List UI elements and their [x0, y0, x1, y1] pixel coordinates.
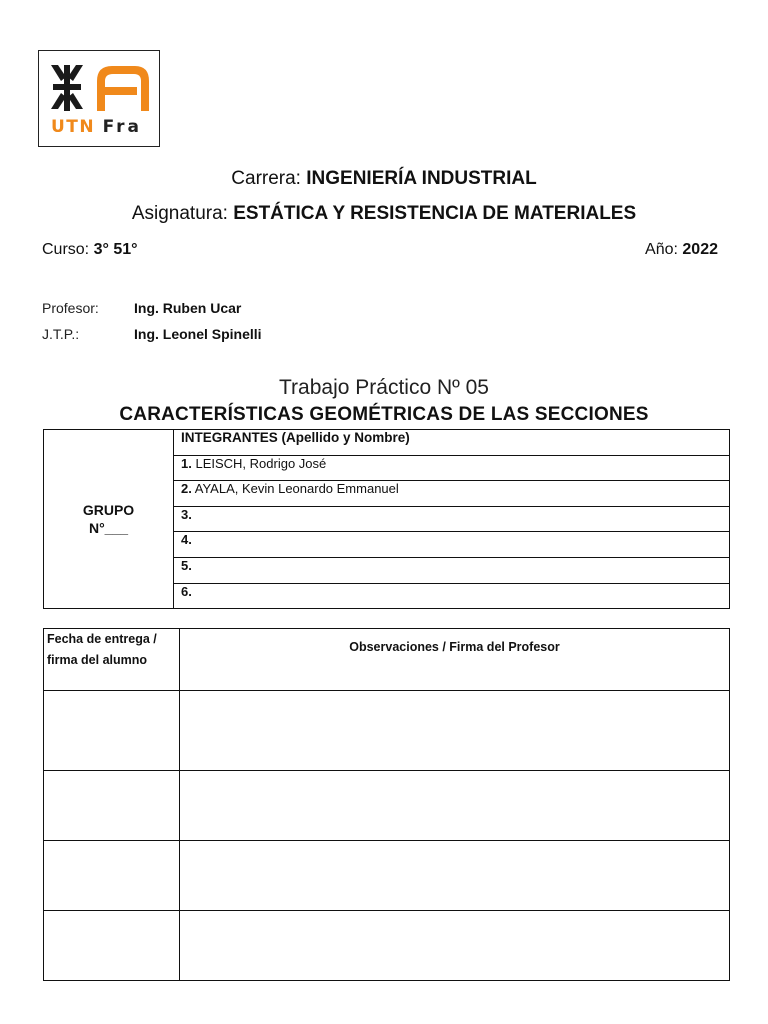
grupo-label: GRUPO: [82, 502, 135, 519]
fecha-header: Fecha de entrega / firma del alumno: [44, 629, 180, 691]
tp-title: Trabajo Práctico Nº 05: [279, 376, 489, 399]
profesor-value: Ing. Ruben Ucar: [134, 300, 242, 316]
observaciones-cell[interactable]: [180, 911, 730, 981]
asignatura-value: ESTÁTICA Y RESISTENCIA DE MATERIALES: [233, 203, 637, 224]
fecha-cell[interactable]: [44, 911, 180, 981]
member-number: 6.: [181, 583, 192, 599]
utn-fra-logo: [38, 50, 160, 147]
grupo-number: N°___: [88, 520, 129, 537]
delivery-table: [43, 628, 730, 981]
member-number: 4.: [181, 532, 192, 548]
member-row[interactable]: [174, 506, 730, 532]
observaciones-cell[interactable]: [180, 841, 730, 911]
member-number: 1.: [181, 455, 192, 471]
carrera-line: [0, 168, 768, 190]
logo-wordmark: [51, 117, 142, 137]
grupo-cell: [44, 430, 174, 609]
asignatura-label: Asignatura:: [131, 203, 228, 224]
member-name: AYALA, Kevin Leonardo Emmanuel: [194, 481, 399, 497]
asignatura-line: [0, 203, 768, 225]
jtp-label: J.T.P.:: [42, 326, 80, 342]
member-row[interactable]: [174, 557, 730, 583]
tp-subject: CARACTERÍSTICAS GEOMÉTRICAS DE LAS SECCIONES: [119, 404, 649, 425]
curso-label: Curso:: [42, 241, 90, 258]
member-number: 3.: [181, 506, 192, 522]
fecha-cell[interactable]: [44, 771, 180, 841]
member-name: LEISCH, Rodrigo José: [195, 455, 327, 471]
member-row[interactable]: [174, 481, 730, 507]
fecha-cell[interactable]: [44, 841, 180, 911]
member-number: 5.: [181, 557, 192, 573]
logo-fra-text: Fra: [102, 117, 142, 137]
member-row[interactable]: [174, 532, 730, 558]
fecha-cell[interactable]: [44, 691, 180, 771]
anio-line: [645, 241, 718, 259]
observaciones-header: Observaciones / Firma del Profesor: [180, 629, 730, 691]
profesor-label: Profesor:: [42, 300, 99, 316]
jtp-value: Ing. Leonel Spinelli: [134, 326, 262, 342]
integrantes-header: INTEGRANTES (Apellido y Nombre): [174, 430, 730, 456]
anio-value: 2022: [682, 241, 718, 258]
logo-utn-text: UTN: [51, 117, 96, 137]
curso-line: [42, 241, 138, 259]
member-row[interactable]: [174, 455, 730, 481]
member-row[interactable]: [174, 583, 730, 609]
curso-value: 3° 51°: [93, 241, 138, 258]
carrera-label: Carrera:: [231, 168, 301, 189]
group-table: [43, 429, 730, 609]
observaciones-cell[interactable]: [180, 691, 730, 771]
anio-label: Año:: [645, 241, 678, 258]
carrera-value: INGENIERÍA INDUSTRIAL: [306, 168, 537, 189]
observaciones-cell[interactable]: [180, 771, 730, 841]
member-number: 2.: [181, 481, 192, 497]
